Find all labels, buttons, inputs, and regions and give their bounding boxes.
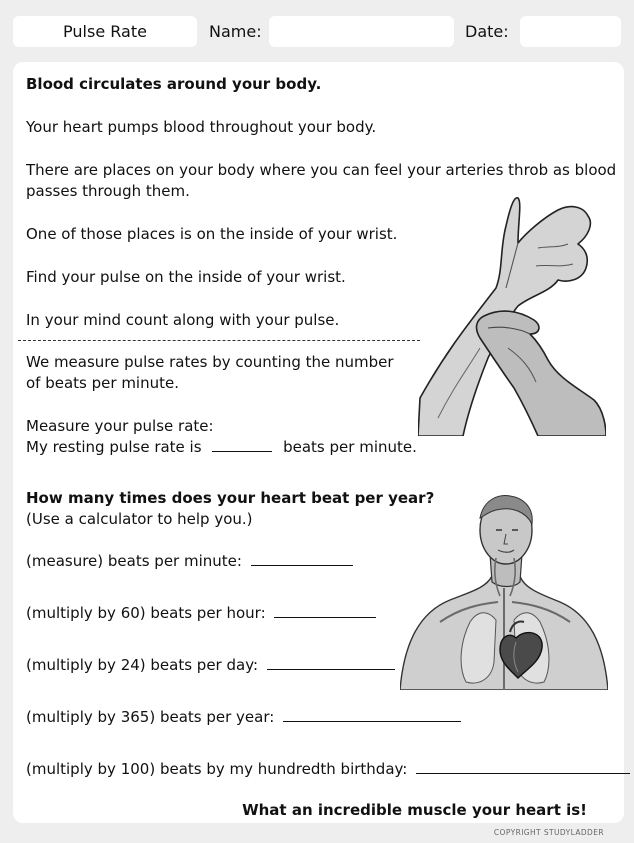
- name-label: Name:: [209, 22, 262, 41]
- answer-blank-per-hour[interactable]: [274, 603, 376, 618]
- calc-label-per-hour: (multiply by 60) beats per hour:: [26, 604, 266, 622]
- section2-heading: How many times does your heart beat per year?: [26, 489, 435, 507]
- calc-line-per-year: [26, 707, 461, 728]
- closing-statement: What an incredible muscle your heart is!: [242, 801, 587, 819]
- worksheet-title: Pulse Rate: [13, 16, 197, 47]
- calc-label-per-year: (multiply by 365) beats per year:: [26, 708, 275, 726]
- calc-label-hundredth-birthday: (multiply by 100) beats by my hundredth birthday:: [26, 760, 408, 778]
- answer-blank-per-minute[interactable]: [251, 551, 353, 566]
- resting-pulse-prefix: My resting pulse rate is: [26, 438, 202, 456]
- paragraph-find-pulse: Find your pulse on the inside of your wrist.: [26, 268, 346, 286]
- paragraph-arteries-line1: There are places on your body where you can feel your arteries throb as blood: [26, 161, 617, 179]
- paragraph-wrist: One of those places is on the inside of your wrist.: [26, 225, 398, 243]
- answer-blank-per-day[interactable]: [267, 655, 395, 670]
- answer-blank-per-year[interactable]: [283, 707, 461, 722]
- calc-line-per-hour: [26, 603, 376, 624]
- resting-pulse-suffix: beats per minute.: [283, 438, 417, 456]
- resting-pulse-line: [26, 437, 417, 458]
- name-field[interactable]: [269, 16, 454, 47]
- calc-line-hundredth-birthday: [26, 759, 630, 780]
- resting-pulse-blank[interactable]: [212, 437, 272, 452]
- calc-line-per-minute: [26, 551, 353, 572]
- calc-line-per-day: [26, 655, 395, 676]
- copyright-text: COPYRIGHT STUDYLADDER: [493, 828, 604, 837]
- calc-label-per-minute: (measure) beats per minute:: [26, 552, 242, 570]
- paragraph-count: In your mind count along with your pulse.: [26, 311, 340, 329]
- paragraph-measure-line2: of beats per minute.: [26, 374, 179, 392]
- heart-anatomy-illustration: [400, 492, 608, 690]
- answer-blank-hundredth-birthday[interactable]: [416, 759, 630, 774]
- paragraph-heart-pumps: Your heart pumps blood throughout your body.: [26, 118, 377, 136]
- section2-subheading: (Use a calculator to help you.): [26, 510, 253, 528]
- wrist-pulse-illustration: [418, 188, 606, 436]
- section1-heading: Blood circulates around your body.: [26, 75, 322, 93]
- calc-label-per-day: (multiply by 24) beats per day:: [26, 656, 259, 674]
- date-label: Date:: [465, 22, 509, 41]
- paragraph-measure-line1: We measure pulse rates by counting the number: [26, 353, 394, 371]
- paragraph-measure-rate: Measure your pulse rate:: [26, 417, 214, 435]
- dashed-divider: [18, 340, 420, 341]
- date-field[interactable]: [520, 16, 621, 47]
- paragraph-arteries-line2: passes through them.: [26, 182, 190, 200]
